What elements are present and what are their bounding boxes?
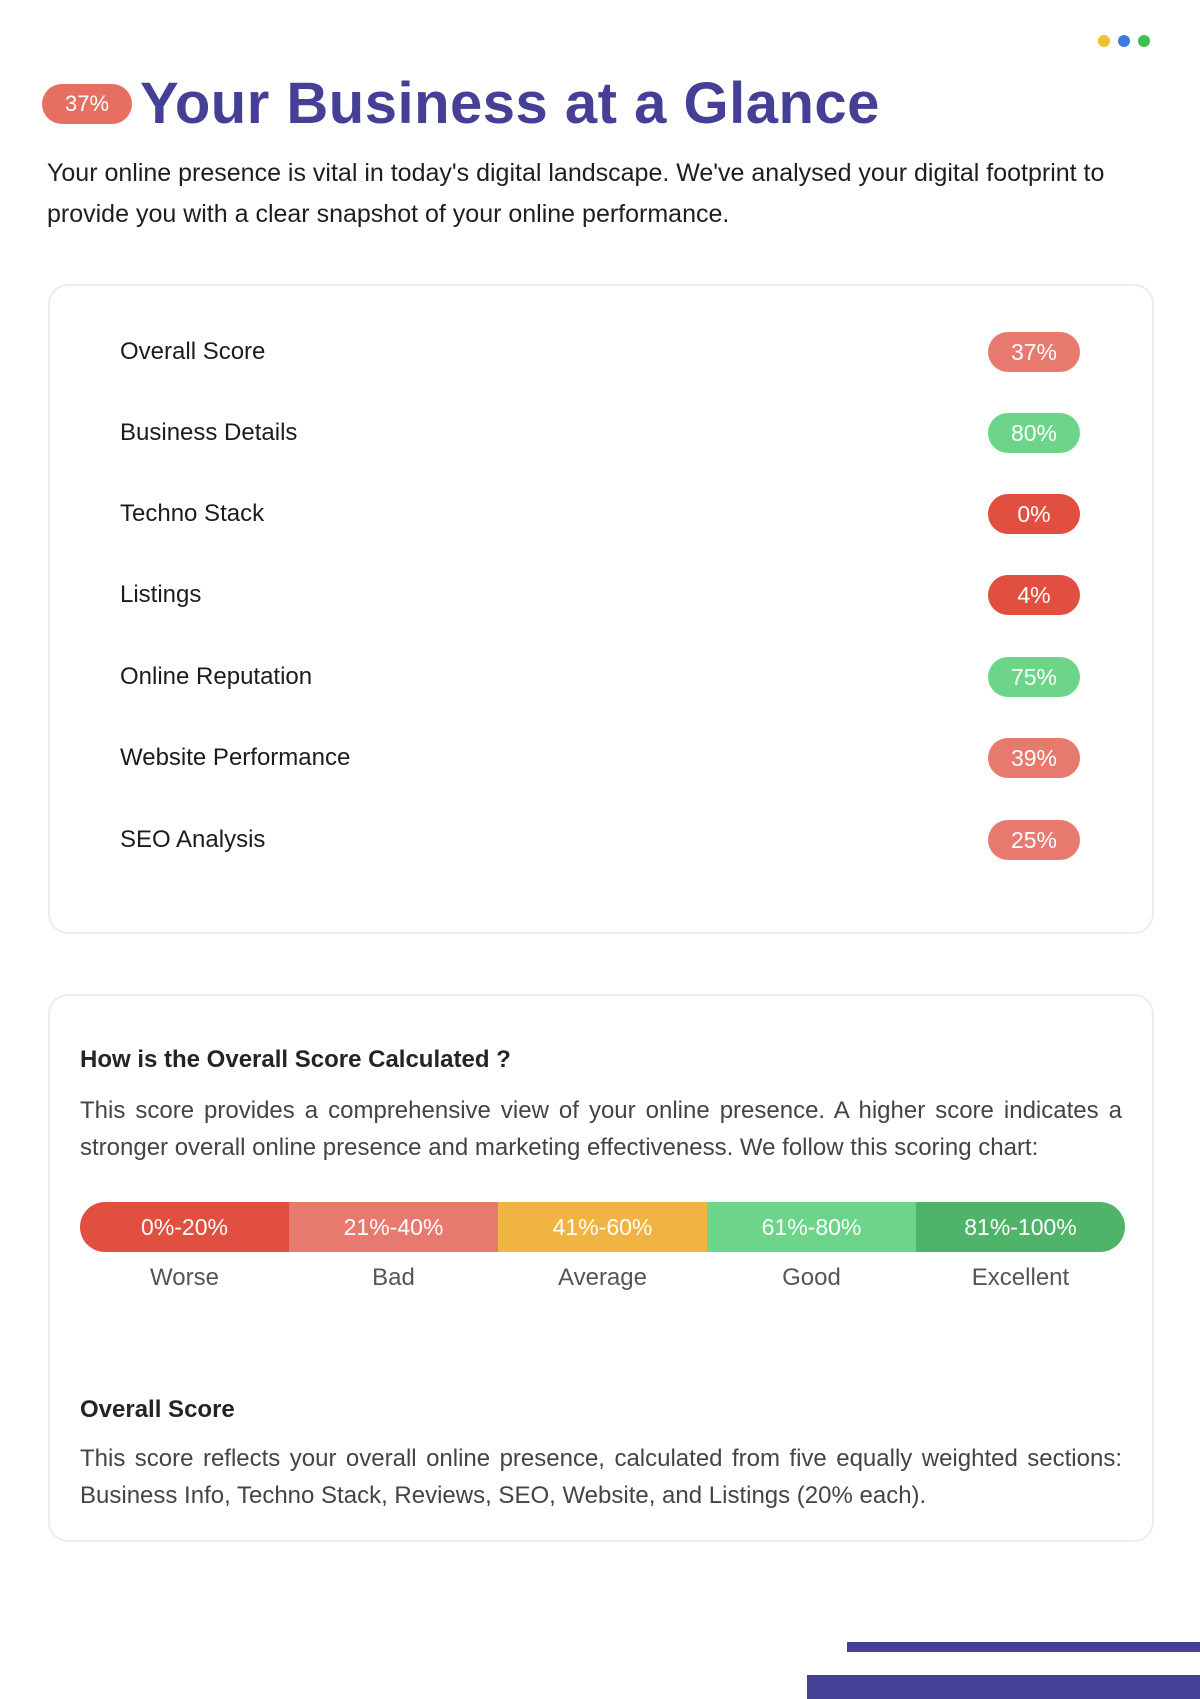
page-title: Your Business at a Glance <box>140 71 880 136</box>
score-label: Business Details <box>120 419 298 446</box>
scale-segment-worse: 0%-20% <box>80 1202 289 1252</box>
score-label: Online Reputation <box>120 663 313 690</box>
overall-score-badge: 37% <box>42 84 132 124</box>
score-row-listings <box>120 574 1080 616</box>
score-row-online-reputation <box>120 656 1080 698</box>
score-pill: 4% <box>988 575 1080 615</box>
score-calculation-card <box>48 994 1154 1542</box>
scale-labels <box>80 1264 1125 1292</box>
footer-accent-bar <box>847 1642 1200 1652</box>
calc-heading: How is the Overall Score Calculated ? <box>80 1046 511 1073</box>
scale-label-excellent: Excellent <box>971 1264 1070 1291</box>
score-pill: 39% <box>988 738 1080 778</box>
intro-text: Your online presence is vital in today's digital landscape. We've analysed your digital footprint to provide you with a clear snapshot of your online performance. <box>47 159 1105 228</box>
score-label: Overall Score <box>120 338 266 365</box>
overall-score-heading: Overall Score <box>80 1396 235 1423</box>
score-row-overall <box>120 331 1080 373</box>
footer-accent-bar <box>807 1675 1200 1699</box>
score-pill: 80% <box>988 413 1080 453</box>
score-row-seo-analysis <box>120 819 1080 861</box>
score-label: Techno Stack <box>120 500 265 527</box>
score-label: SEO Analysis <box>120 826 266 853</box>
scale-segment-average: 41%-60% <box>498 1202 707 1252</box>
calc-description: This score provides a comprehensive view of your online presence. A higher score indicates a stronger overall online presence and marketing effectiveness. We follow this scoring chart: <box>80 1097 1122 1161</box>
score-pill: 0% <box>988 494 1080 534</box>
overall-score-description: This score reflects your overall online presence, calculated from five equally weighted sections: Business Info, Techno Stack, Reviews, SEO, Website, and Listings (20% each). <box>80 1445 1122 1509</box>
score-row-website-performance <box>120 737 1080 779</box>
yellow-dot-icon <box>1098 35 1110 47</box>
score-label: Website Performance <box>120 744 351 771</box>
scale-label-worse: Worse <box>150 1264 219 1291</box>
green-dot-icon <box>1138 35 1150 47</box>
scale-segment-good: 61%-80% <box>707 1202 916 1252</box>
scale-segment-excellent: 81%-100% <box>916 1202 1125 1252</box>
score-pill: 25% <box>988 820 1080 860</box>
page-header <box>42 70 880 137</box>
score-row-business-details <box>120 412 1080 454</box>
score-pill: 37% <box>988 332 1080 372</box>
score-pill: 75% <box>988 657 1080 697</box>
window-dots <box>1098 35 1150 47</box>
score-summary-card <box>48 284 1154 934</box>
scale-label-average: Average <box>558 1264 647 1291</box>
scale-label-good: Good <box>782 1264 841 1291</box>
score-row-techno-stack <box>120 493 1080 535</box>
blue-dot-icon <box>1118 35 1130 47</box>
scale-label-bad: Bad <box>372 1264 415 1291</box>
score-label: Listings <box>120 581 202 608</box>
scoring-scale-bar <box>80 1202 1125 1252</box>
scale-segment-bad: 21%-40% <box>289 1202 498 1252</box>
